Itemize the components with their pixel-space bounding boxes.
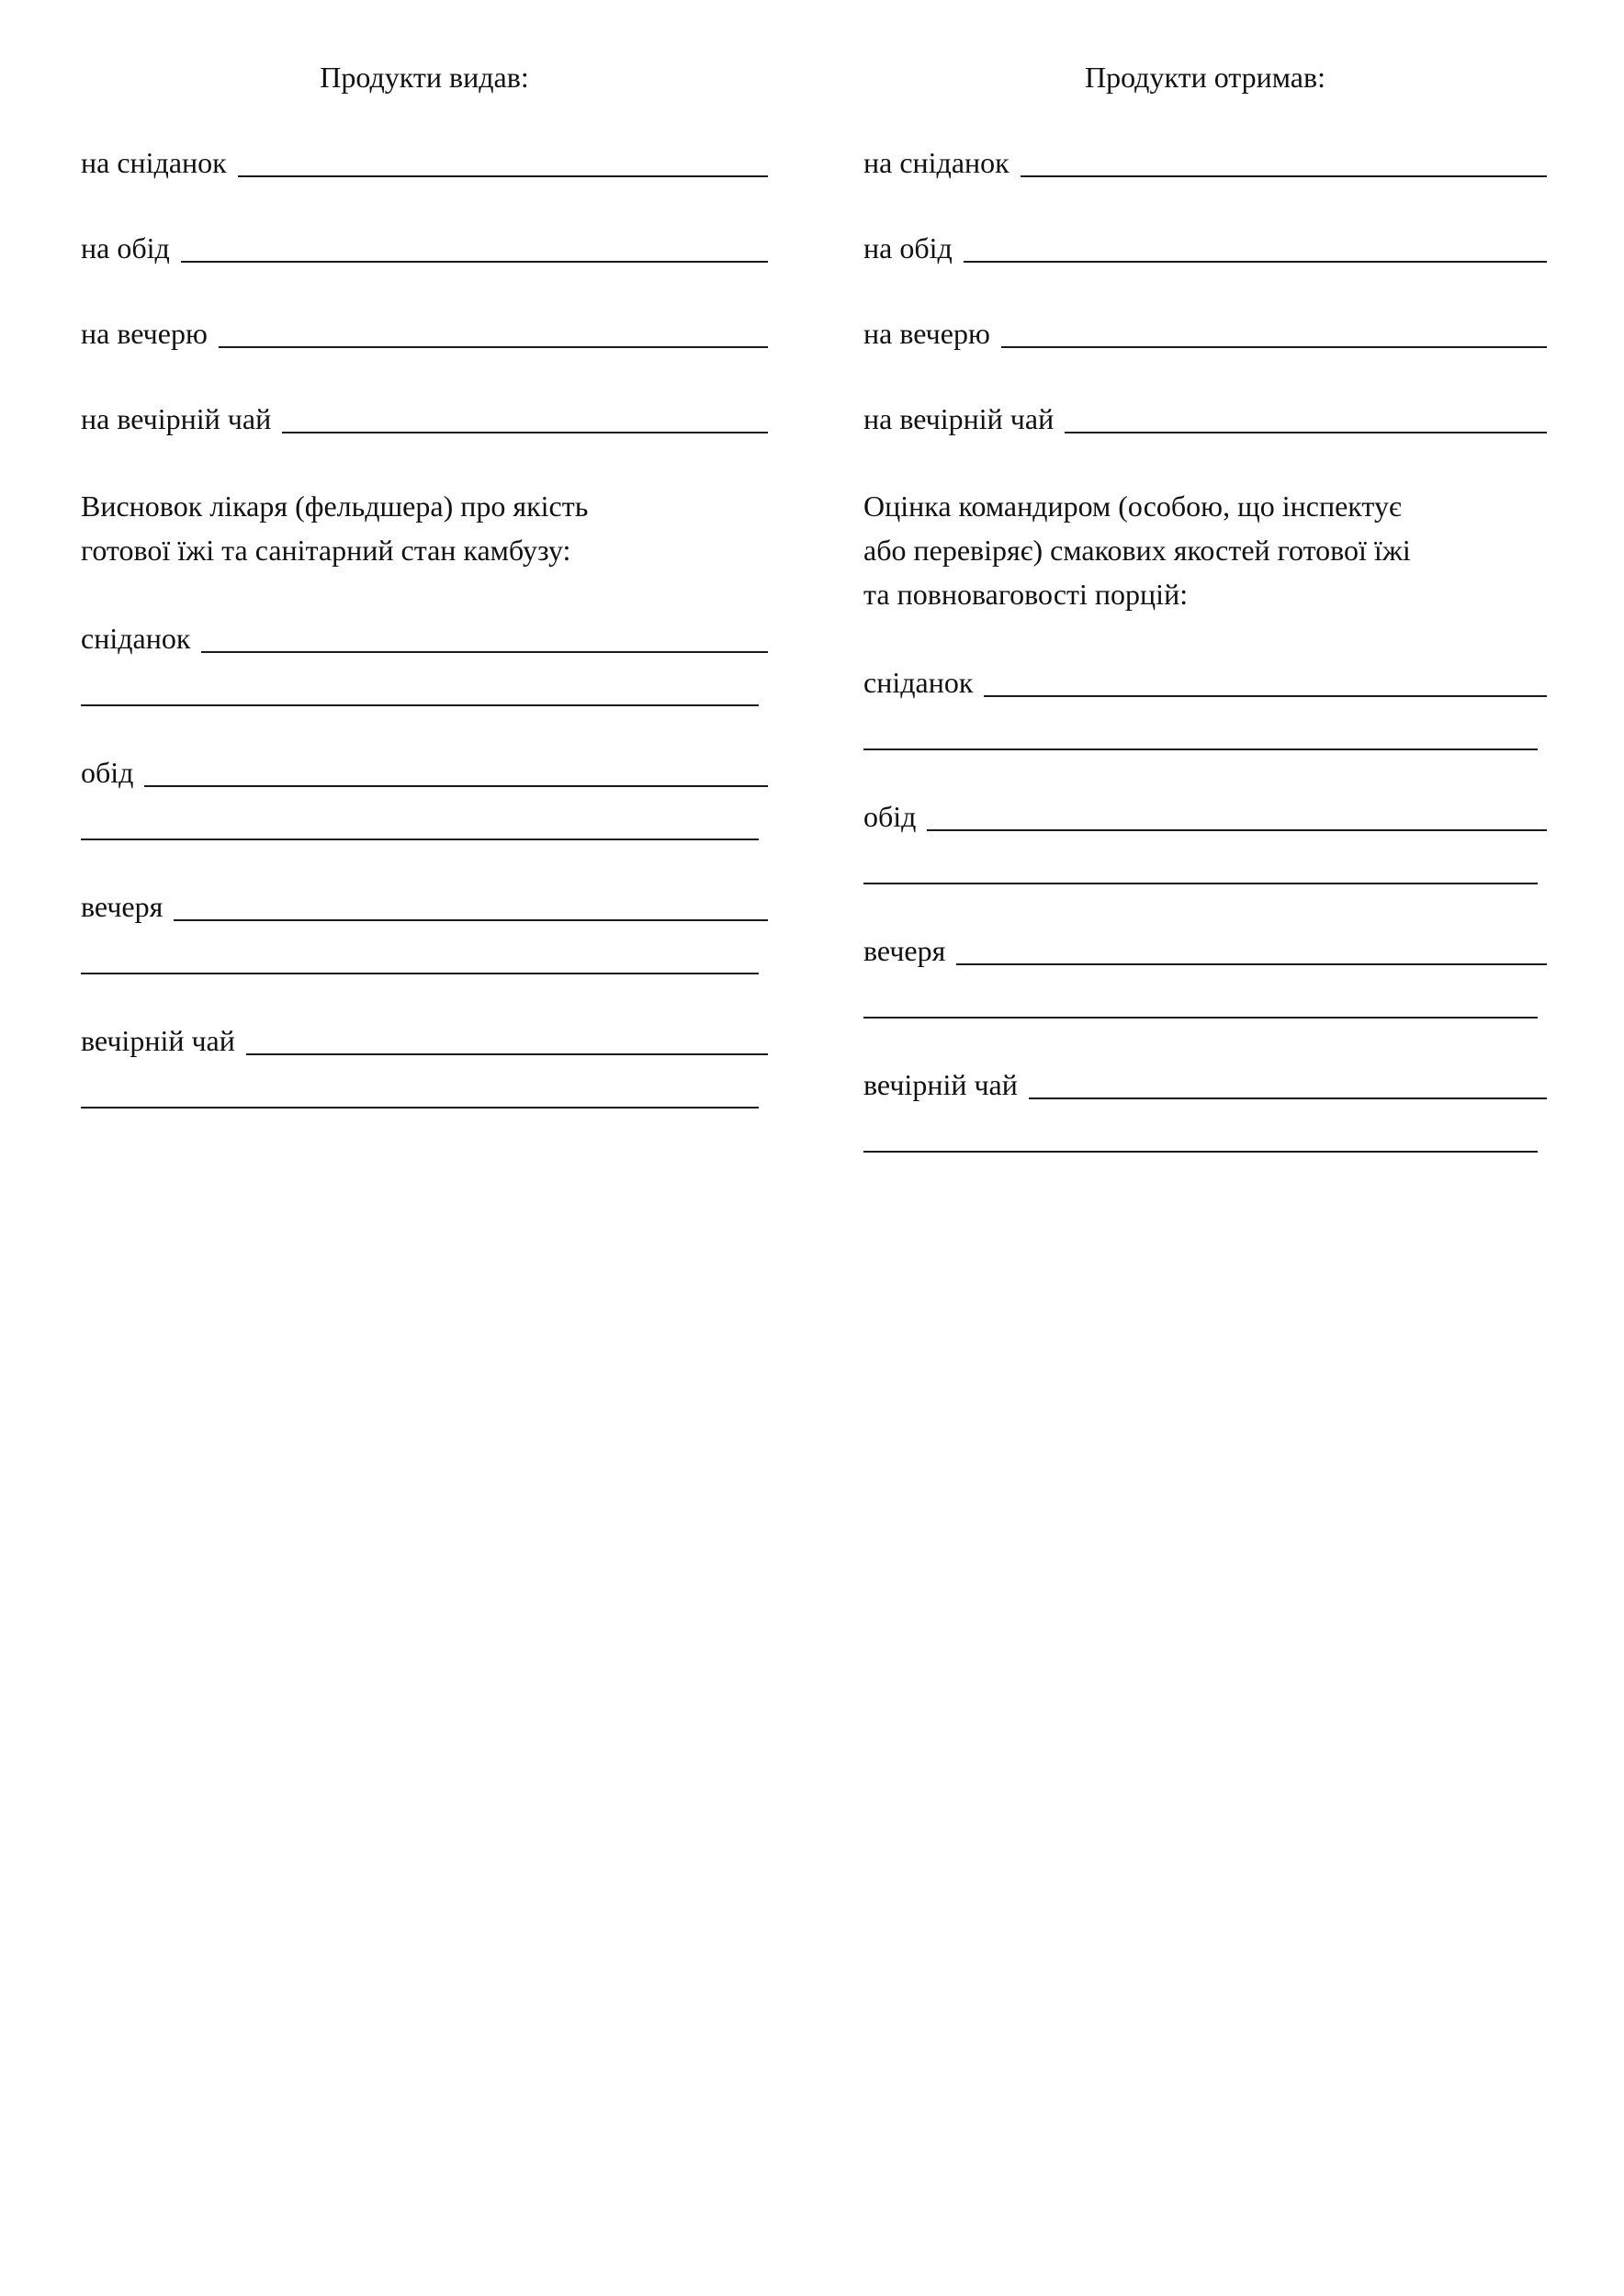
received-dinner-row: [863, 313, 1547, 355]
issued-breakfast-row: [81, 142, 768, 184]
note-line: або перевіряє) смакових якостей готової їжі: [863, 534, 1411, 567]
evaluation-evening-tea-row: [863, 1064, 1547, 1106]
note-line: готової їжі та санітарний стан камбузу:: [81, 534, 571, 567]
blank-line: [927, 796, 1547, 831]
blank-line: [282, 399, 768, 433]
commander-evaluation-note: [863, 484, 1547, 616]
blank-line-continuation: [863, 703, 1538, 750]
blank-line: [1029, 1064, 1547, 1099]
received-lunch-row: [863, 228, 1547, 269]
evaluation-dinner-row: [863, 930, 1547, 972]
field-label: вечеря: [863, 934, 946, 967]
issued-lunch-row: [81, 228, 768, 269]
field-label: на обід: [863, 231, 953, 264]
column-products-issued: [81, 57, 768, 1199]
blank-line-continuation: [81, 928, 759, 974]
column-products-received: [863, 57, 1547, 1199]
blank-line-continuation: [81, 793, 759, 840]
blank-line: [201, 618, 768, 653]
issued-evening-tea-row: [81, 399, 768, 440]
field-label: сніданок: [863, 666, 974, 699]
evaluation-lunch-row: [863, 796, 1547, 838]
received-evening-tea-row: [863, 399, 1547, 440]
field-label: на обід: [81, 231, 170, 264]
field-label: вечеря: [81, 890, 164, 923]
blank-line: [984, 662, 1547, 697]
column-title-received: Продукти отримав:: [1084, 61, 1325, 94]
blank-line: [181, 228, 768, 263]
field-label: обід: [863, 800, 917, 833]
field-label: вечірній чай: [81, 1024, 235, 1057]
evaluation-breakfast-row: [863, 662, 1547, 703]
conclusion-breakfast-row: [81, 618, 768, 659]
note-line: Висновок лікаря (фельдшера) про якість: [81, 490, 589, 523]
blank-line: [1021, 142, 1547, 177]
conclusion-lunch-row: [81, 752, 768, 793]
field-label: сніданок: [81, 622, 191, 655]
blank-line: [238, 142, 768, 177]
field-label: обід: [81, 756, 134, 789]
field-label: на сніданок: [81, 146, 227, 179]
note-line: Оцінка командиром (особою, що інспектує: [863, 490, 1402, 523]
blank-line: [219, 313, 768, 348]
blank-line-continuation: [863, 838, 1538, 884]
issued-dinner-row: [81, 313, 768, 355]
blank-line: [956, 930, 1547, 965]
blank-line: [174, 886, 768, 921]
field-label: на вечерю: [81, 317, 208, 350]
blank-line: [1065, 399, 1547, 433]
blank-line: [1001, 313, 1547, 348]
blank-line-continuation: [81, 659, 759, 706]
blank-line-continuation: [863, 1106, 1538, 1153]
blank-line-continuation: [863, 972, 1538, 1019]
conclusion-evening-tea-row: [81, 1020, 768, 1062]
blank-line: [144, 752, 768, 787]
doctor-conclusion-note: [81, 484, 768, 572]
blank-line: [964, 228, 1547, 263]
received-breakfast-row: [863, 142, 1547, 184]
column-title-issued: Продукти видав:: [320, 61, 529, 94]
note-line: та повноваговості порцій:: [863, 578, 1189, 611]
blank-line: [246, 1020, 768, 1055]
field-label: на сніданок: [863, 146, 1009, 179]
field-label: на вечерю: [863, 317, 990, 350]
field-label: на вечірній чай: [863, 402, 1054, 435]
blank-line-continuation: [81, 1062, 759, 1109]
field-label: на вечірній чай: [81, 402, 272, 435]
field-label: вечірній чай: [863, 1068, 1018, 1101]
conclusion-dinner-row: [81, 886, 768, 928]
